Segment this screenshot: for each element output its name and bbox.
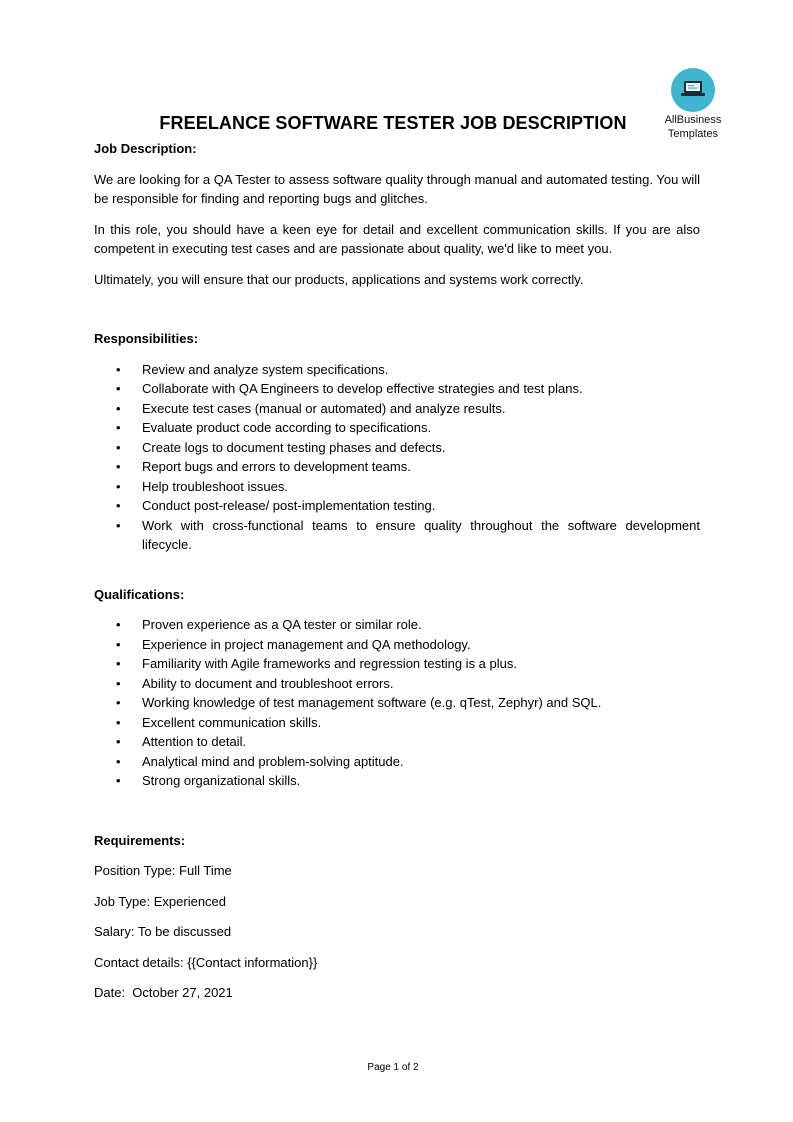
job-description-heading: Job Description: <box>94 141 197 156</box>
list-item: • Report bugs and errors to development teams. <box>94 457 700 477</box>
logo-text-line1: AllBusiness <box>664 114 722 126</box>
bullet: • <box>116 498 121 513</box>
laptop-icon <box>671 68 715 112</box>
requirements-heading: Requirements: <box>94 832 186 848</box>
list-item: • Evaluate product code according to specifications. <box>94 418 700 438</box>
requirement-line: Date: October 27, 2021 <box>94 985 233 1000</box>
requirement-line: Position Type: Full Time <box>94 863 232 878</box>
bullet: • <box>116 656 121 671</box>
bullet: • <box>116 714 121 730</box>
bullet: • <box>116 478 121 494</box>
bullet: • <box>116 675 121 691</box>
bullet: • <box>116 381 121 396</box>
bullet: • <box>116 695 121 710</box>
list-item: • Working knowledge of test management software (e.g. qTest, Zephyr) and SQL. <box>94 693 700 713</box>
list-item: • Strong organizational skills. <box>94 771 700 791</box>
logo-text-line2: Templates <box>667 128 719 140</box>
list-item: • Attention to detail. <box>94 732 700 752</box>
responsibilities-heading: Responsibilities: <box>94 331 199 346</box>
bullet: • <box>116 753 121 769</box>
qualifications-list <box>94 615 700 791</box>
list-item: • Execute test cases (manual or automated) and analyze results. <box>94 399 700 419</box>
document-body <box>94 139 700 1003</box>
list-item: • Proven experience as a QA tester or similar role. <box>94 615 700 635</box>
list-item: • Experience in project management and QA methodology. <box>94 635 700 655</box>
job-description-paragraph: Ultimately, you will ensure that our products, applications and systems work correctly. <box>94 271 584 287</box>
job-description-paragraph: In this role, you should have a keen eye for detail and excellent communication skills. If you are also competent in executing test cases and are passionate about quality, we'd like to meet you. <box>94 221 700 256</box>
job-description-paragraph: We are looking for a QA Tester to assess software quality through manual and automated testing. You will be responsible for finding and reporting bugs and glitches. <box>94 171 700 206</box>
bullet: • <box>116 439 121 455</box>
bullet: • <box>116 420 121 435</box>
bullet: • <box>116 400 121 416</box>
list-item: • Ability to document and troubleshoot errors. <box>94 674 700 694</box>
requirement-line: Contact details: {{Contact information}} <box>94 954 318 970</box>
list-item: • Review and analyze system specifications. <box>94 360 700 380</box>
list-item: • Collaborate with QA Engineers to develop effective strategies and test plans. <box>94 379 700 399</box>
list-item: • Work with cross-functional teams to ensure quality throughout the software development lifecycle. <box>116 517 700 552</box>
list-item: • Excellent communication skills. <box>94 713 700 733</box>
bullet: • <box>116 361 121 377</box>
list-item: • Familiarity with Agile frameworks and regression testing is a plus. <box>94 654 700 674</box>
bullet: • <box>116 636 121 652</box>
bullet: • <box>116 617 121 632</box>
qualifications-heading: Qualifications: <box>94 586 185 602</box>
responsibilities-list <box>94 360 700 555</box>
list-item: • Conduct post-release/ post-implementation testing. <box>94 496 700 516</box>
list-item: • Create logs to document testing phases and defects. <box>94 438 700 458</box>
bullet: • <box>116 734 121 749</box>
bullet: • <box>116 517 121 533</box>
list-item: • Help troubleshoot issues. <box>94 477 700 497</box>
bullet: • <box>116 773 121 788</box>
list-item: • Analytical mind and problem-solving aptitude. <box>94 752 700 772</box>
requirement-line: Job Type: Experienced <box>94 893 227 909</box>
document-title: FREELANCE SOFTWARE TESTER JOB DESCRIPTION <box>159 113 627 133</box>
bullet: • <box>116 459 121 474</box>
requirement-line: Salary: To be discussed <box>94 924 232 939</box>
page-number: Page 1 of 2 <box>367 1062 419 1073</box>
